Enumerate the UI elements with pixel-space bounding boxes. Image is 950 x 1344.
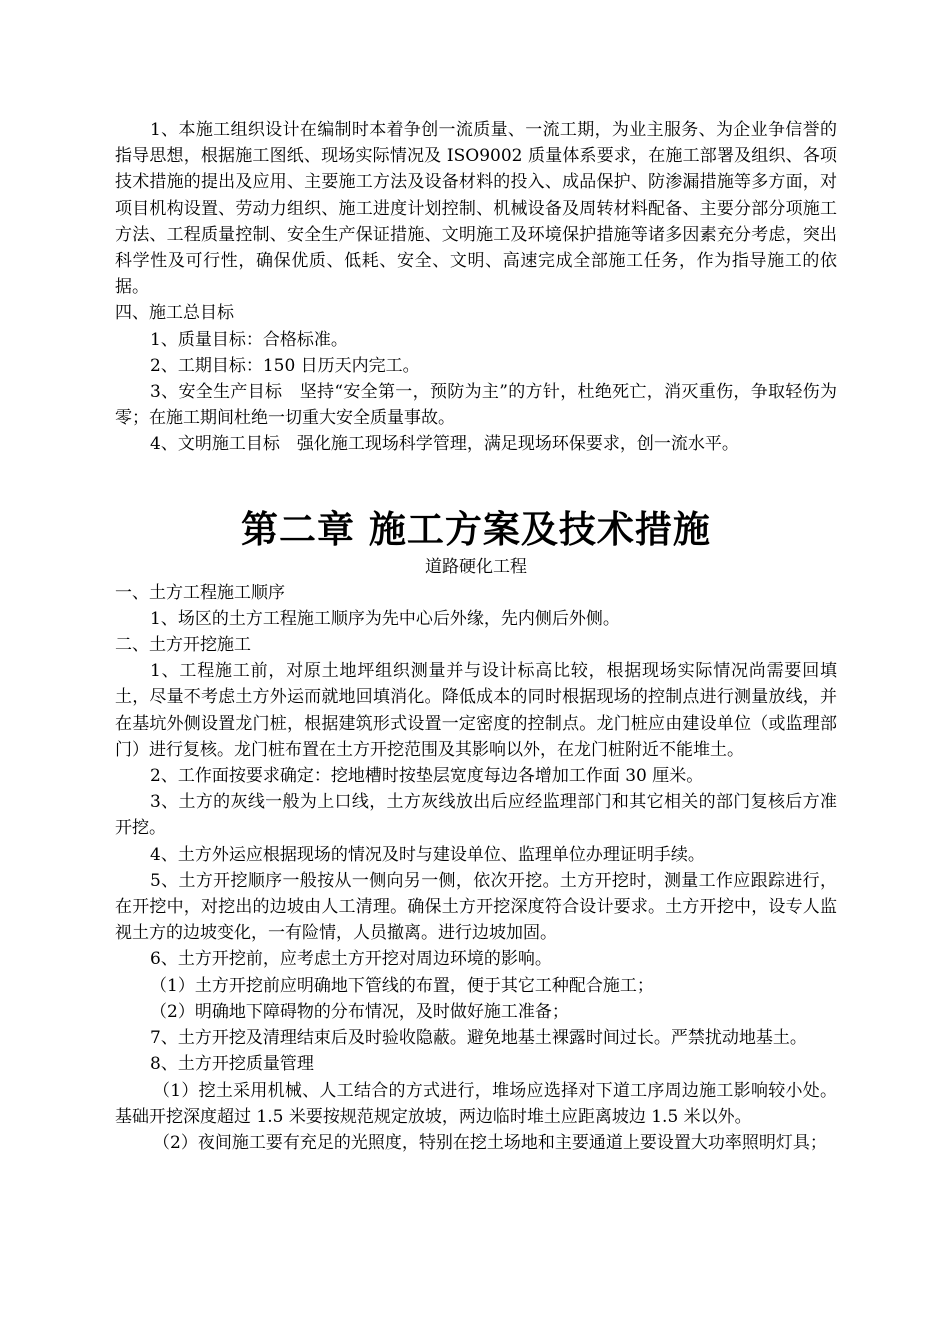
paragraph-earthwork-sequence: 1、场区的土方工程施工顺序为先中心后外缘，先内侧后外侧。	[150, 608, 620, 629]
paragraph-excavation-7: 7、土方开挖及清理结束后及时验收隐蔽。避免地基土裸露时间过长。严禁扰动地基土。	[150, 1028, 807, 1049]
paragraph-excavation-5: 5、土方开挖顺序一般按从一侧向另一侧，依次开挖。土方开挖时，测量工作应跟踪进行，在开挖中，对挖出的边坡由人工清理。确保土方开挖深度符合设计要求。土方开挖中，设专人监视土方的边坡变化，一有险情，人员撤离。进行边坡加固。	[115, 870, 837, 944]
paragraph-excavation-6-2: （2）明确地下障碍物的分布情况，及时做好施工准备；	[150, 1001, 569, 1022]
paragraph-excavation-6-1: （1）土方开挖前应明确地下管线的布置，便于其它工种配合施工；	[150, 975, 654, 996]
chapter-title: 第二章 施工方案及技术措施	[241, 507, 711, 551]
paragraph-excavation-8-2: （2）夜间施工要有充足的光照度，特别在挖土场地和主要通道上要设置大功率照明灯具；	[153, 1132, 827, 1153]
heading-excavation: 二、土方开挖施工	[115, 635, 251, 656]
page-content	[115, 117, 837, 1156]
heading-overall-goals: 四、施工总目标	[115, 303, 234, 324]
paragraph-excavation-4: 4、土方外运应根据现场的情况及时与建设单位、监理单位办理证明手续。	[150, 844, 705, 865]
goal-civilized-construction: 4、文明施工目标 强化施工现场科学管理，满足现场环保要求，创一流水平。	[150, 434, 739, 455]
chapter-subtitle: 道路硬化工程	[425, 556, 527, 577]
paragraph-excavation-3: 3、土方的灰线一般为上口线，土方灰线放出后应经监理部门和其它相关的部门复核后方准开挖。	[115, 792, 837, 839]
paragraph-excavation-1: 1、工程施工前，对原土地坪组织测量并与设计标高比较，根据现场实际情况尚需要回填土，尽量不考虑土方外运而就地回填消化。降低成本的同时根据现场的控制点进行测量放线，并在基坑外侧设置龙门桩，根据建筑形式设置一定密度的控制点。龙门桩应由建设单位（或监理部门）进行复核。龙门桩布置在土方开挖范围及其影响以外，在龙门桩附近不能堆土。	[115, 661, 837, 760]
heading-earthwork-sequence: 一、土方工程施工顺序	[115, 582, 285, 603]
paragraph-excavation-2: 2、工作面按要求确定：挖地槽时按垫层宽度每边各增加工作面 30 厘米。	[150, 766, 704, 787]
paragraph-excavation-6: 6、土方开挖前，应考虑土方开挖对周边环境的影响。	[150, 949, 552, 970]
goal-quality: 1、质量目标：合格标准。	[150, 329, 348, 350]
goal-schedule: 2、工期目标：150 日历天内完工。	[150, 355, 420, 376]
paragraph-excavation-8-1: （1）挖土采用机械、人工结合的方式进行，堆场应选择对下道工序周边施工影响较小处。基础开挖深度超过 1.5 米要按规范规定放坡，两边临时堆土应距离坡边 1.5 米以外。	[115, 1080, 837, 1127]
goal-safety: 3、安全生产目标 坚持“安全第一，预防为主”的方针，杜绝死亡，消灭重伤，争取轻伤为零；在施工期间杜绝一切重大安全质量事故。	[115, 382, 837, 429]
paragraph-design-principles: 1、本施工组织设计在编制时本着争创一流质量、一流工期，为业主服务、为企业争信誉的指导思想，根据施工图纸、现场实际情况及 ISO9002 质量体系要求，在施工部署及组织、各项技术措施的提出及应用、主要施工方法及设备材料的投入、成品保护、防渗漏措施等多方面，对项目机构设置、劳动力组织、施工进度计划控制、机械设备及周转材料配备、主要分部分项施工方法、工程质量控制、安全生产保证措施、文明施工及环境保护措施等诸多因素充分考虑，突出科学性及可行性，确保优质、低耗、安全、文明、高速完成全部施工任务，作为指导施工的依据。	[115, 120, 837, 298]
paragraph-excavation-8: 8、土方开挖质量管理	[150, 1054, 314, 1075]
